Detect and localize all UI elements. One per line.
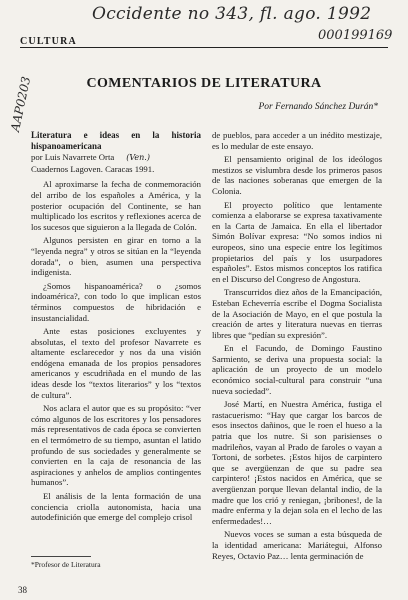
left-paragraph: Ante estas posiciones excluyentes y absolutas, el texto del profesor Navarrete es altamente esclarecedor y nos da una visión endógena emanada de los propios pensadores americanos y escudriñada en el mundo de las ideas desde los “textos literarios” y los “textos de cultura”. [31,326,201,400]
footnote: *Profesor de Literatura [31,560,101,569]
right-paragraph: Nuevos voces se suman a esta búsqueda de la identidad americana: Mariátegui, Alfonso Reyes, Octavio Paz… lenta germinación de [212,529,382,561]
right-paragraph: de pueblos, para acceder a un inédito mestizaje, es lo medular de este ensayo. [212,130,382,151]
byline: Por Fernando Sánchez Durán* [258,102,378,112]
handwritten-margin-note: AAP0203 [8,75,34,133]
left-paragraph: Algunos persisten en girar en torno a la “leyenda negra” y otros se sitúan en la “leyenda dorada”, o bien, asumen una perspectiva indigenista. [31,235,201,278]
right-paragraph: En el Facundo, de Domingo Faustino Sarmiento, se deriva una propuesta social: la aplicación de un proyecto de un modelo económico social-cultural para construir “una nueva sociedad”. [212,343,382,396]
handwritten-author-note: (Ven.) [126,153,150,163]
handwritten-catalog-code: 000199169 [318,28,393,43]
right-column [212,130,382,564]
right-paragraph: José Martí, en Nuestra América, fustiga el rastacuerismo: “Hay que cargar los barcos de esos insectos dañinos, que le roen el hueso a la patria que los nutre. Si son parisienses o madrileños, vayan al Prado de faroles o vayan a Tortoni, de sorbetes. ¡Estos hijos de carpintero que se avergüenzan de que su padre sea carpintero! ¡Estos nacidos en América, que se avergüenzan porque llevan delantal indio, de la madre que los crió y reniegan, ¡bribones!, de la madre enferma y la dejan sola en el lecho de las enfermedades!… [212,399,382,526]
header-rule [20,47,388,48]
article-title: COMENTARIOS DE LITERATURA [86,76,322,91]
left-paragraph: ¿Somos hispanoamérica? o ¿somos indoamérica?, con todo lo que implican estos términos compuestos de hibridación e insustancialidad. [31,280,201,323]
reviewed-book-publisher: Cuadernos Lagoven. Caracas 1991. [31,163,155,174]
right-paragraph: Transcurridos diez años de la Emancipación, Esteban Echeverría escribe el Dogma Socialista de la Asociación de Mayo, en el que postula la creación de artes y literatura nuevas en tierras libres que “pedían su expresión”. [212,287,382,340]
left-column [31,130,201,526]
left-paragraph: Nos aclara el autor que es su propósito: “ver cómo algunos de los escritores y los pensadores más representativos de cada época se convierten en el termómetro de su tiempo, asuntan el latido profundo de sus sociedades y generalmente se convierten en la caja de resonancia de las aspiraciones y anhelos de amplios contingentes humanos”. [31,403,201,488]
right-paragraph: El proyecto político que lentamente comienza a elaborarse se expresa taxativamente en la Carta de Jamaica. En ella el libertador Simón Bolívar expresa: “No somos indios ni europeos, sino una especie entre los legítimos propietarios del país y los usurpadores españoles”. Estos mismos conceptos los ratifica en el Discurso del Congreso de Angostura. [212,199,382,284]
reviewed-book-author [31,152,201,164]
handwritten-header-note: Occidente no 343, fl. ago. 1992 [92,4,372,24]
page-number: 38 [18,585,27,595]
reviewed-book-title: Literatura e ideas en la historia hispanoamericana [31,130,201,151]
right-paragraph: El pensamiento original de los ideólogos mestizos se vislumbra desde los primeros pasos de las naciones soberanas que emergen de la Colonia. [212,154,382,196]
footnote-rule [31,556,91,557]
section-label: CULTURA [20,36,77,47]
author-line: por Luis Navarrete Orta [31,152,115,163]
left-paragraph: Al aproximarse la fecha de conmemoración del arribo de los españoles a América, y la posterior ocupación del Continente, se han multiplicado los escritos y reflexiones acerca de los sucesos que siguieron a la llegada de Colón. [31,179,201,232]
left-paragraph: El análisis de la lenta formación de una conciencia criolla autonomista, hacia una autodefinición que emerge del complejo crisol [31,491,201,523]
